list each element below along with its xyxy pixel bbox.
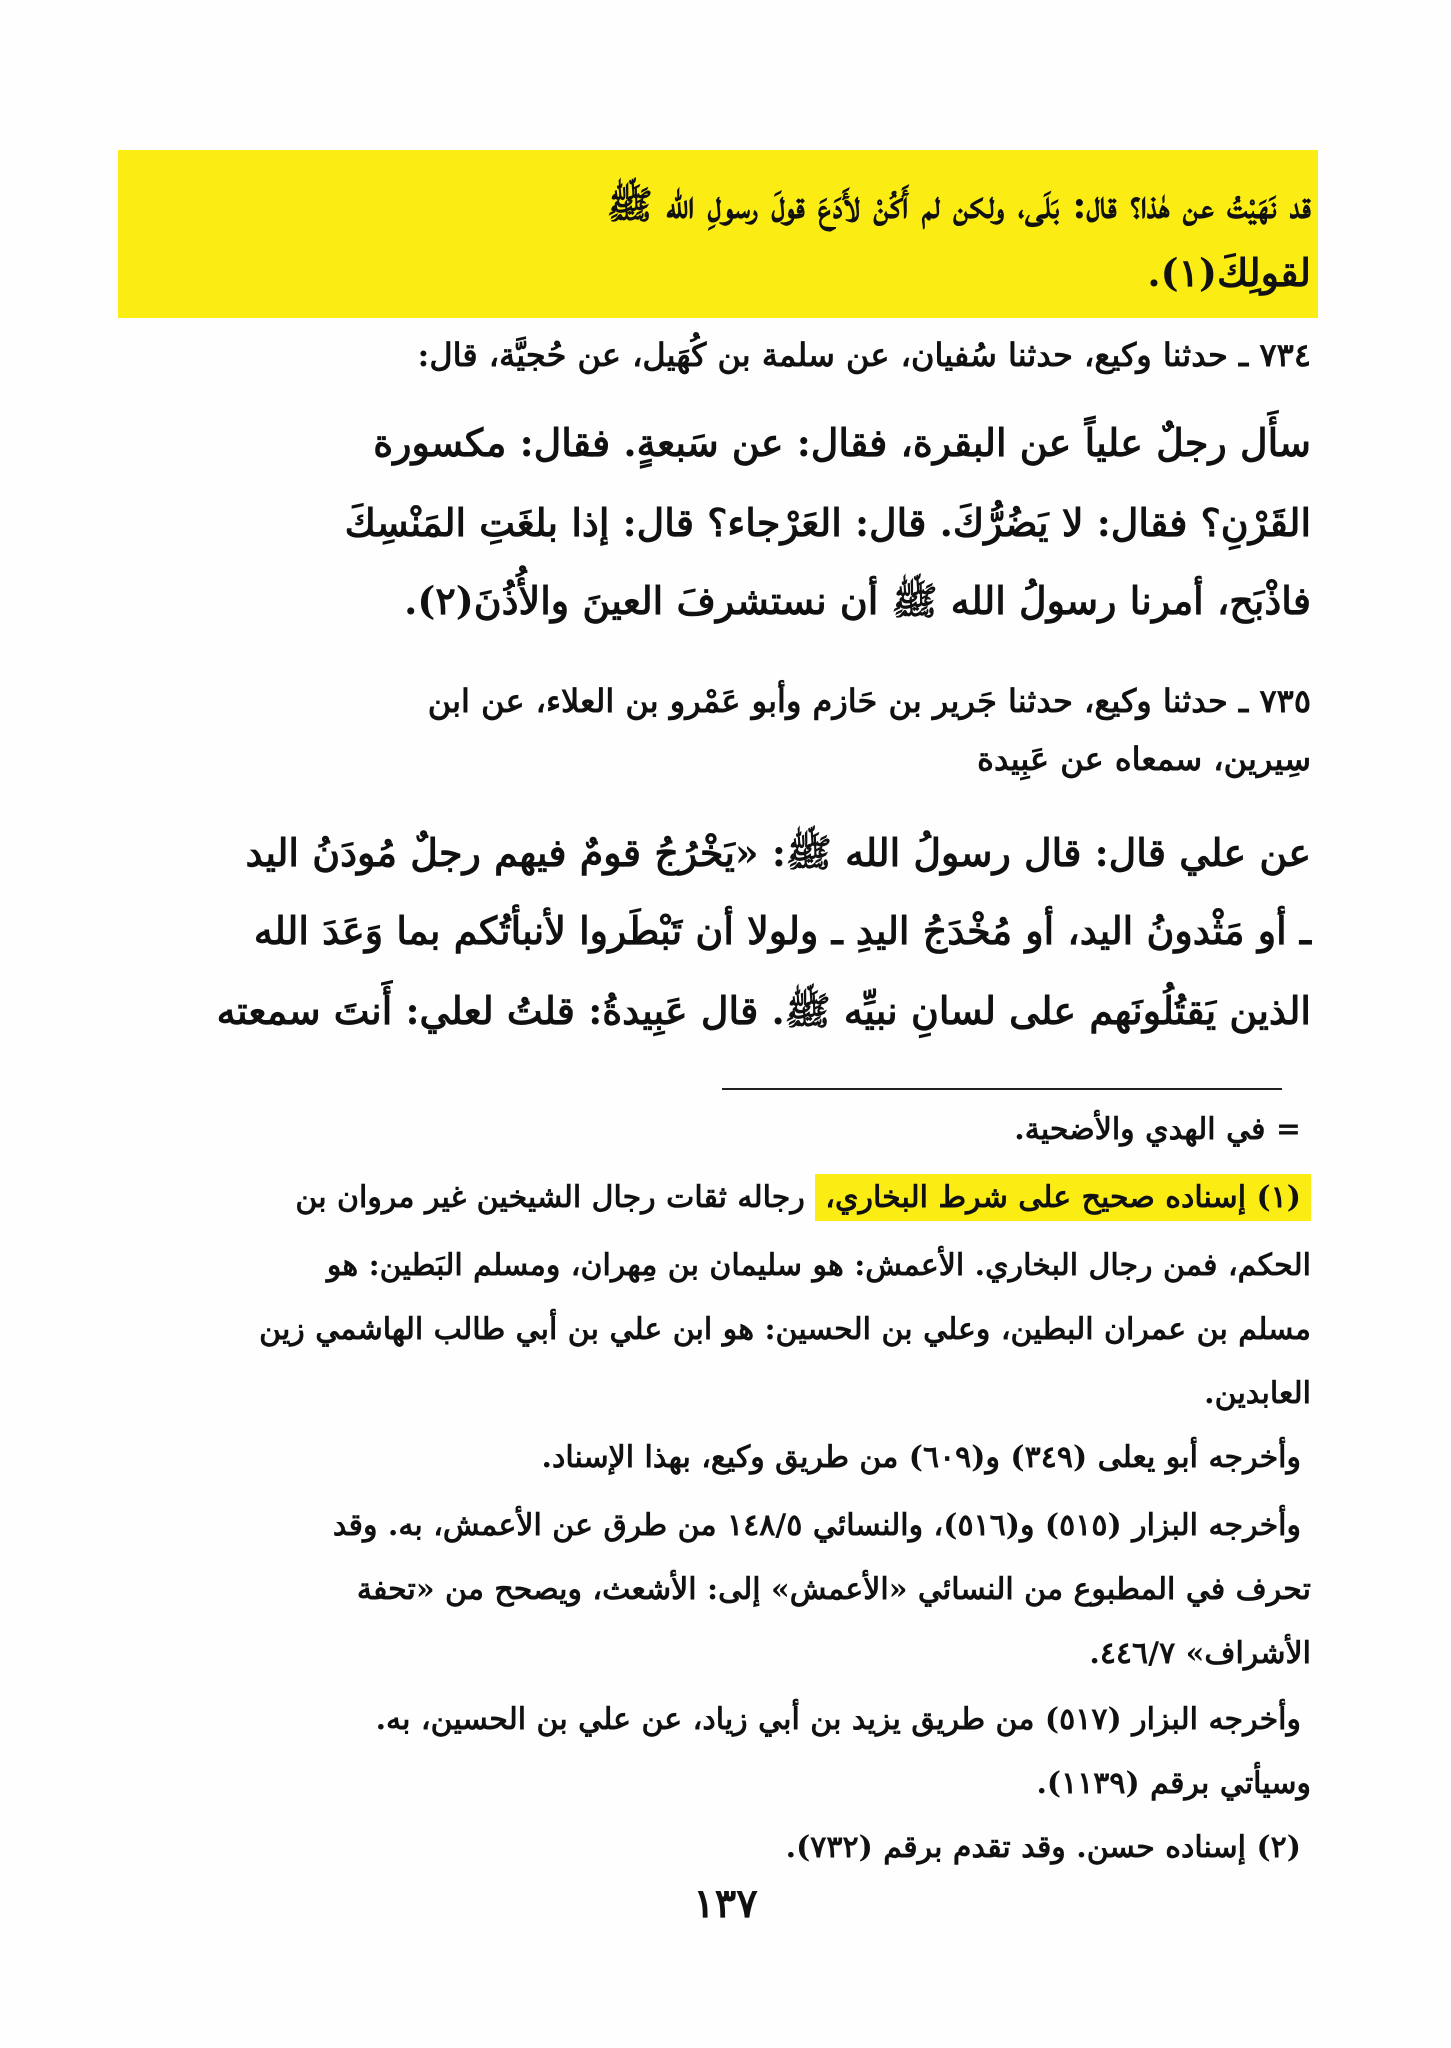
text-line: ـ أو مَثْدونُ اليد، أو مُخْدَجُ اليدِ ـ ولولا أن تَبْطَروا لأنبأتُكم بما وَعَدَ الله <box>253 908 1311 953</box>
text-line: القَرْنِ؟ فقال: لا يَضُرُّكَ. قال: العَرْجاء؟ قال: إذا بلغَتِ المَنْسِكَ <box>344 500 1311 545</box>
footnote-line: تحرف في المطبوع من النسائي «الأعمش» إلى: الأشعث، ويصحح من «تحفة <box>356 1572 1311 1607</box>
footnote-line: وأخرجه البزار (٥١٧) من طريق يزيد بن أبي زياد، عن علي بن الحسين، به. <box>375 1702 1301 1737</box>
footnote-line: (٢) إسناده حسن. وقد تقدم برقم (٧٣٢). <box>785 1830 1301 1865</box>
footnote-line <box>295 1180 1311 1215</box>
footnote-line: = في الهدي والأضحية. <box>1014 1112 1301 1147</box>
highlighted-phrase: (١) إسناده صحيح على شرط البخاري، <box>815 1174 1311 1221</box>
footnote-line: مسلم بن عمران البطين، وعلي بن الحسين: هو ابن علي بن أبي طالب الهاشمي زين <box>259 1312 1311 1347</box>
footnote-line: الحكم، فمن رجال البخاري. الأعمش: هو سليمان بن مِهران، ومسلم البَطين: هو <box>326 1248 1311 1283</box>
hadith-number-line: ٧٣٥ ـ حدثنا وكيع، حدثنا جَرير بن حَازم وأبو عَمْرو بن العلاء، عن ابن <box>427 682 1311 720</box>
text-line: سأَل رجلٌ علياً عن البقرة، فقال: عن سَبعةٍ. فقال: مكسورة <box>373 420 1311 465</box>
text-line: فاذْبَح، أمرنا رسولُ الله ﷺ أن نستشرفَ العينَ والأُذُنَ(٢). <box>404 578 1311 623</box>
text-line: قد نَهَيْتُ عن هٰذا؟ قال: بَلَى، ولكن لم أَكُنْ لأَدَعَ قولَ رسولِ الله ﷺ <box>606 182 1311 227</box>
text-line: الذين يَقتُلُونَهم على لسانِ نبيِّه ﷺ. قال عَبِيدةُ: قلتُ لعلي: أَنتَ سمعته <box>216 988 1311 1033</box>
footnote-text: رجاله ثقات رجال الشيخين غير مروان بن <box>295 1180 805 1215</box>
footnote-line: الأشراف» ٤٤٦/٧. <box>1089 1636 1311 1671</box>
footnote-line: وأخرجه أبو يعلى (٣٤٩) و(٦٠٩) من طريق وكيع، بهذا الإسناد. <box>541 1440 1301 1475</box>
footnote-line: وسيأتي برقم (١١٣٩). <box>1036 1766 1311 1801</box>
text-line: لقولِكَ(١). <box>1147 250 1311 295</box>
footnote-line: العابدين. <box>1204 1376 1311 1411</box>
hadith-number-line: ٧٣٤ ـ حدثنا وكيع، حدثنا سُفيان، عن سلمة بن كُهَيل، عن حُجيَّة، قال: <box>417 336 1311 374</box>
text-line: سِيرين، سمعاه عن عَبِيدة <box>977 740 1311 778</box>
footnote-line: وأخرجه البزار (٥١٥) و(٥١٦)، والنسائي ١٤٨/٥ من طرق عن الأعمش، به. وقد <box>332 1508 1301 1543</box>
page-number: ١٣٧ <box>693 1880 758 1927</box>
text-line: عن علي قال: قال رسولُ الله ﷺ: «يَخْرُجُ قومٌ فيهم رجلٌ مُودَنُ اليد <box>245 830 1311 875</box>
footnote-divider <box>722 1088 1282 1090</box>
